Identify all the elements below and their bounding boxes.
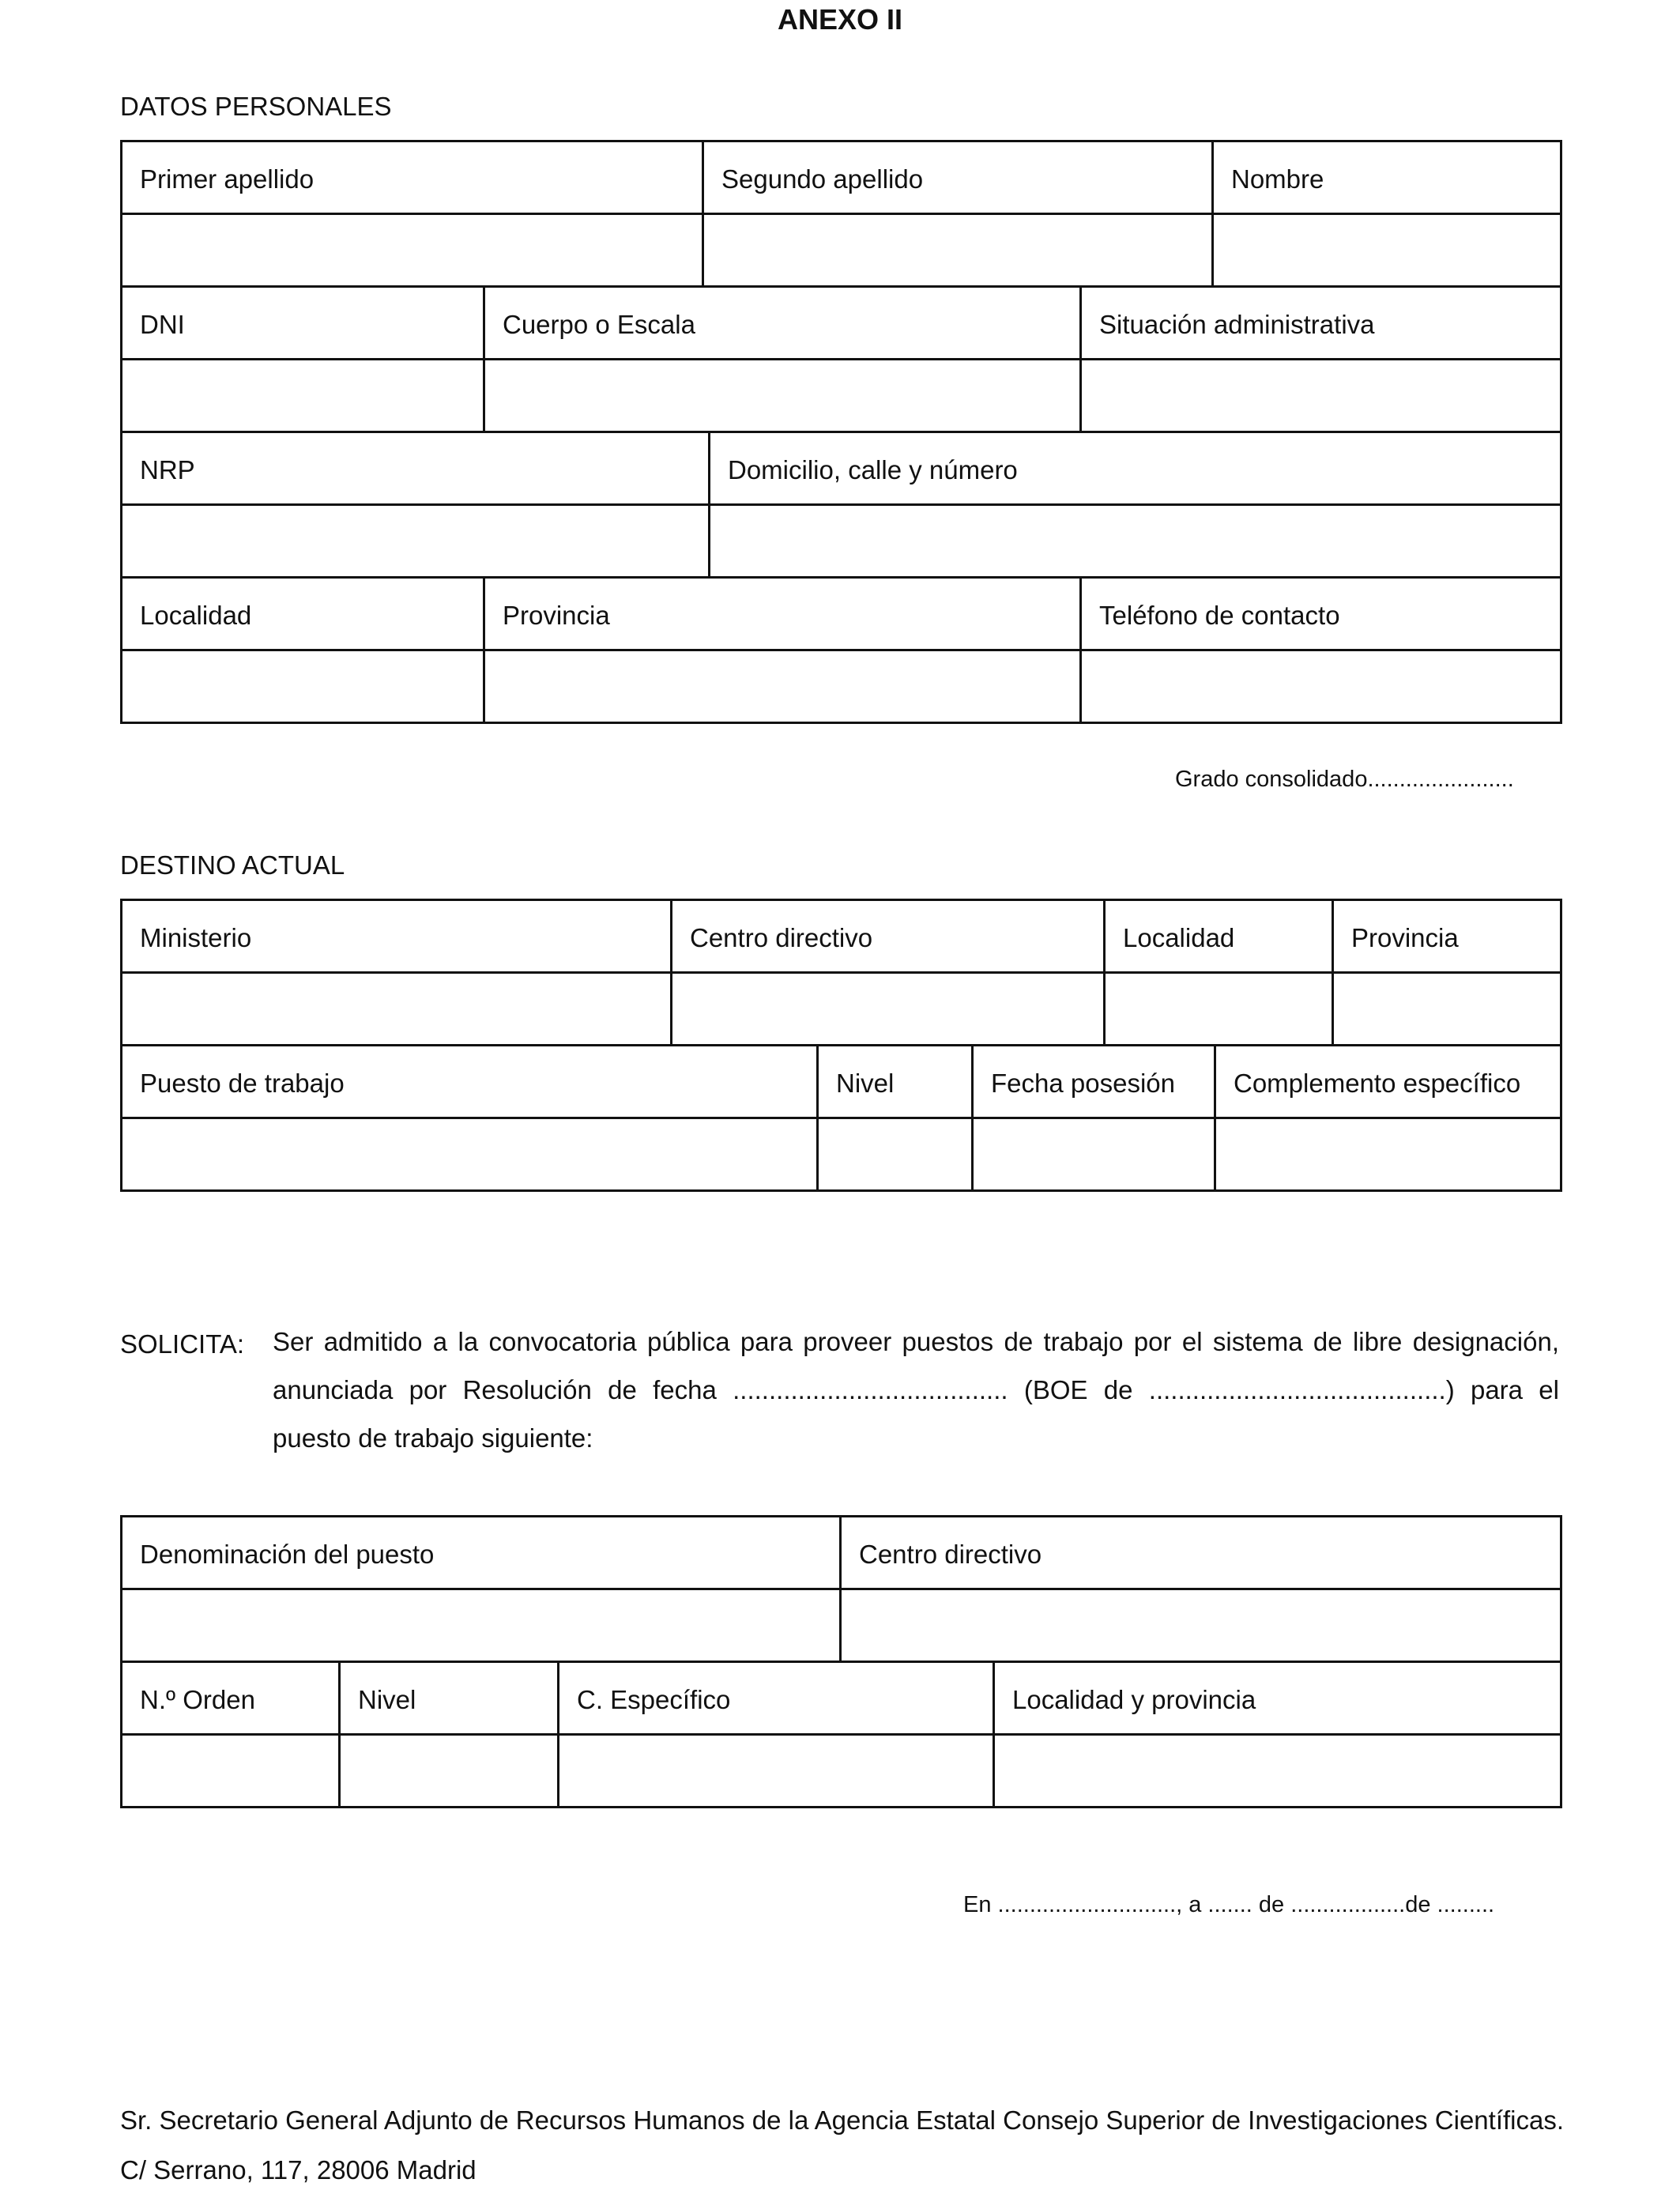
label-nrp: NRP	[122, 432, 710, 505]
label-numero-orden: N.º Orden	[122, 1662, 340, 1735]
field-puesto-trabajo[interactable]	[122, 1118, 818, 1191]
document-title: ANEXO II	[777, 3, 903, 36]
lugar-fecha-line: En ............................, a ....... de ..................de .........	[963, 1892, 1495, 1917]
table-destino-ministerio	[120, 899, 1562, 1046]
table-puesto-orden	[120, 1661, 1562, 1808]
table-datos-personales-nrp	[120, 431, 1562, 579]
label-puesto-centro-directivo: Centro directivo	[841, 1517, 1561, 1589]
solicita-line-2: anunciada por Resolución de fecha ...................................... (BOE de .........................................) para el	[273, 1375, 1559, 1404]
label-situacion-administrativa: Situación administrativa	[1081, 287, 1561, 360]
grado-consolidado: Grado consolidado.......................	[1175, 767, 1514, 792]
field-dni[interactable]	[122, 360, 484, 432]
label-localidad-provincia: Localidad y provincia	[994, 1662, 1561, 1735]
label-centro-directivo: Centro directivo	[672, 900, 1105, 973]
section-heading-destino-actual: DESTINO ACTUAL	[120, 850, 345, 880]
field-segundo-apellido[interactable]	[703, 214, 1213, 287]
solicita-text	[273, 1318, 1559, 1462]
field-localidad[interactable]	[122, 650, 484, 723]
label-provincia: Provincia	[484, 578, 1081, 650]
field-provincia[interactable]	[484, 650, 1081, 723]
label-complemento-especifico: Complemento específico	[1215, 1046, 1561, 1118]
field-puesto-nivel[interactable]	[340, 1735, 559, 1808]
footer-address: C/ Serrano, 117, 28006 Madrid	[120, 2155, 477, 2185]
table-destino-puesto	[120, 1044, 1562, 1192]
field-nombre[interactable]	[1213, 214, 1561, 287]
field-denominacion-puesto[interactable]	[122, 1589, 841, 1662]
field-puesto-centro-directivo[interactable]	[841, 1589, 1561, 1662]
section-heading-datos-personales: DATOS PERSONALES	[120, 92, 392, 121]
field-destino-localidad[interactable]	[1105, 973, 1333, 1046]
field-fecha-posesion[interactable]	[973, 1118, 1215, 1191]
field-nrp[interactable]	[122, 505, 710, 578]
field-c-especifico[interactable]	[559, 1735, 994, 1808]
field-localidad-provincia[interactable]	[994, 1735, 1561, 1808]
label-localidad: Localidad	[122, 578, 484, 650]
field-centro-directivo[interactable]	[672, 973, 1105, 1046]
label-primer-apellido: Primer apellido	[122, 141, 703, 214]
label-destino-provincia: Provincia	[1333, 900, 1561, 973]
field-primer-apellido[interactable]	[122, 214, 703, 287]
label-destino-localidad: Localidad	[1105, 900, 1333, 973]
footer-addressee: Sr. Secretario General Adjunto de Recursos Humanos de la Agencia Estatal Consejo Superior de Investigaciones Científicas.	[120, 2105, 1565, 2135]
solicita-label: SOLICITA:	[120, 1329, 245, 1359]
label-domicilio: Domicilio, calle y número	[710, 432, 1561, 505]
table-datos-personales-localidad	[120, 576, 1562, 724]
field-nivel[interactable]	[818, 1118, 973, 1191]
field-numero-orden[interactable]	[122, 1735, 340, 1808]
label-ministerio: Ministerio	[122, 900, 672, 973]
label-telefono-contacto: Teléfono de contacto	[1081, 578, 1561, 650]
table-puesto-denominacion	[120, 1515, 1562, 1663]
table-datos-personales-dni	[120, 285, 1562, 433]
label-dni: DNI	[122, 287, 484, 360]
solicita-line-3: puesto de trabajo siguiente:	[273, 1423, 593, 1453]
field-complemento-especifico[interactable]	[1215, 1118, 1561, 1191]
field-cuerpo-escala[interactable]	[484, 360, 1081, 432]
label-c-especifico: C. Específico	[559, 1662, 994, 1735]
field-destino-provincia[interactable]	[1333, 973, 1561, 1046]
label-nombre: Nombre	[1213, 141, 1561, 214]
table-datos-personales-names	[120, 140, 1562, 288]
solicita-line-1: Ser admitido a la convocatoria pública para proveer puestos de trabajo por el sistema de libre designación,	[273, 1327, 1559, 1356]
field-telefono-contacto[interactable]	[1081, 650, 1561, 723]
label-segundo-apellido: Segundo apellido	[703, 141, 1213, 214]
field-ministerio[interactable]	[122, 973, 672, 1046]
label-puesto-trabajo: Puesto de trabajo	[122, 1046, 818, 1118]
field-domicilio[interactable]	[710, 505, 1561, 578]
label-fecha-posesion: Fecha posesión	[973, 1046, 1215, 1118]
label-nivel: Nivel	[818, 1046, 973, 1118]
field-situacion-administrativa[interactable]	[1081, 360, 1561, 432]
label-denominacion-puesto: Denominación del puesto	[122, 1517, 841, 1589]
label-puesto-nivel: Nivel	[340, 1662, 559, 1735]
label-cuerpo-escala: Cuerpo o Escala	[484, 287, 1081, 360]
